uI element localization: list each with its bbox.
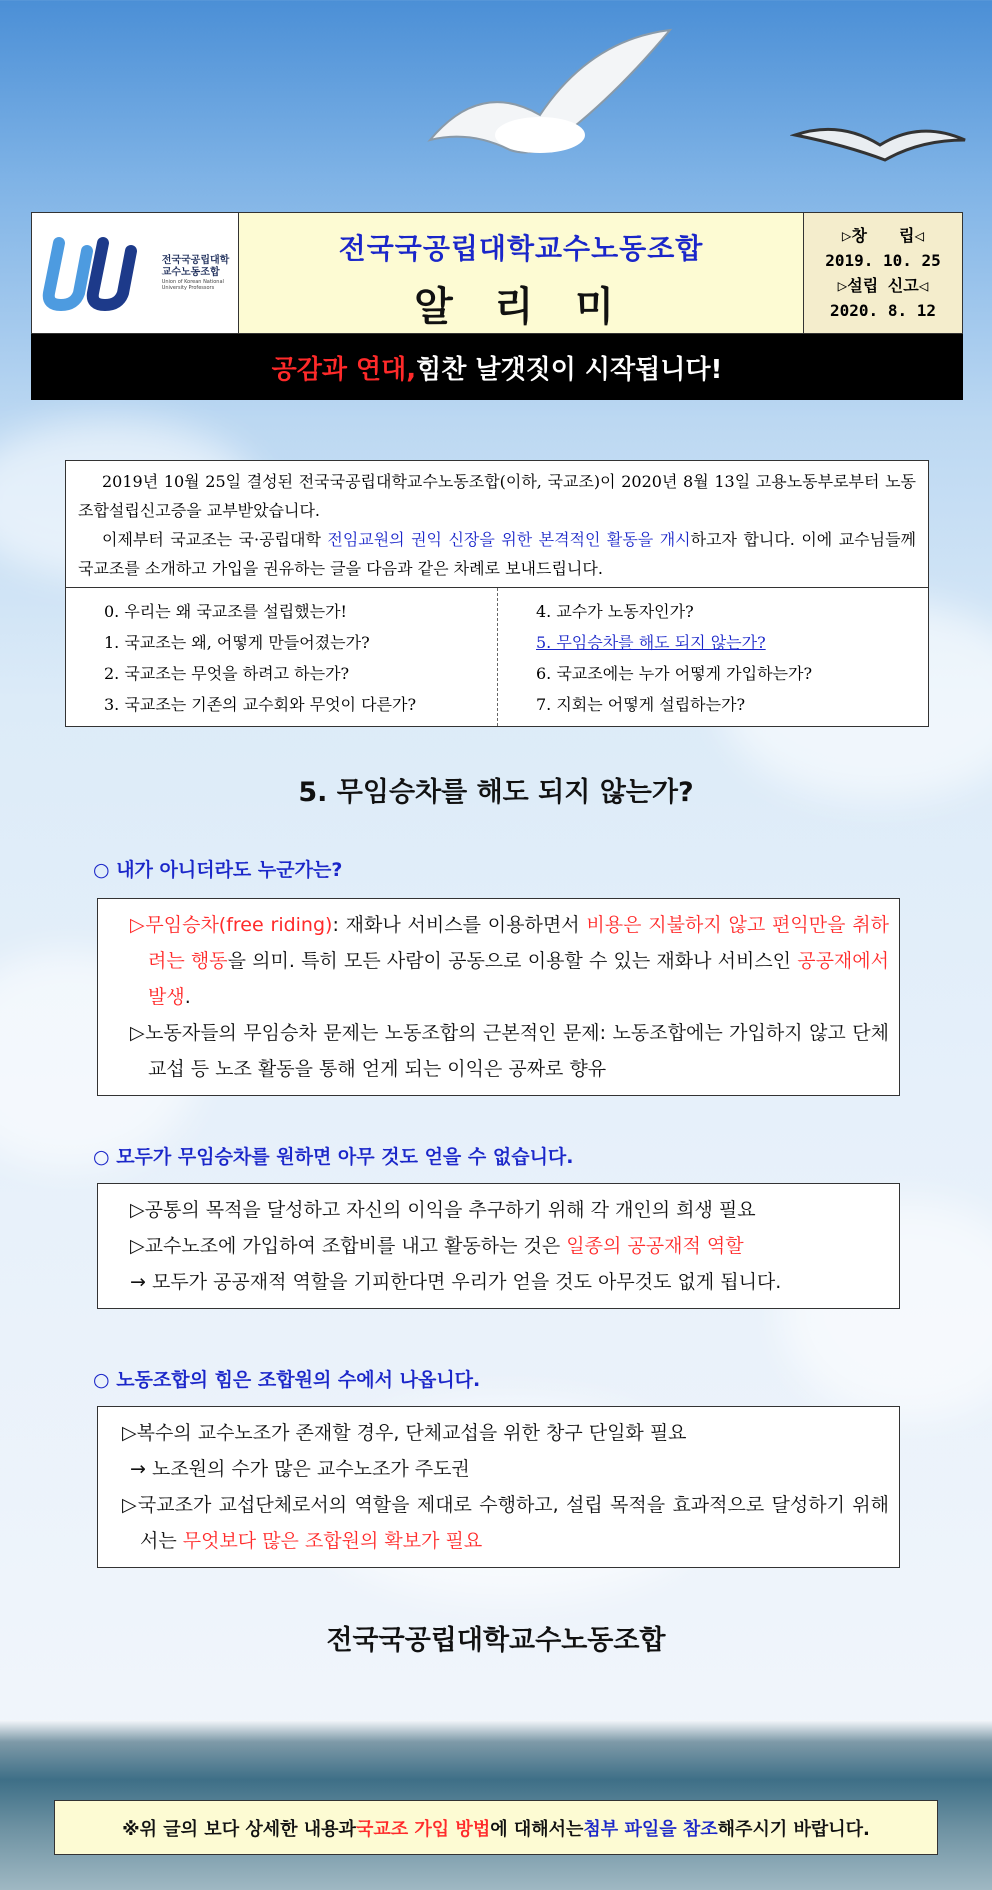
box3-red-highlight: 무엇보다 많은 조합원의 확보가 필요 xyxy=(182,1530,483,1552)
box3-item-3 xyxy=(98,1487,899,1559)
union-logo-icon xyxy=(41,233,156,313)
box2-item-1: ▷공통의 목적을 달성하고 자신의 이익을 추구하기 위해 각 개인의 희생 필요 xyxy=(130,1199,756,1221)
notice-text: 에 대해서는 xyxy=(490,1818,584,1840)
box2-item-2 xyxy=(98,1228,899,1264)
subheading-2: ○ 모두가 무임승차를 원하면 아무 것도 얻을 수 없습니다. xyxy=(93,1146,574,1168)
subheading-3: ○ 노동조합의 힘은 조합원의 수에서 나옵니다. xyxy=(93,1369,481,1391)
footer-union-name: 전국국공립대학교수노동조합 xyxy=(326,1625,666,1656)
box1-red-highlight: 공공재에서 발생 xyxy=(148,950,889,1008)
toc-item[interactable]: 0. 우리는 왜 국교조를 설립했는가! xyxy=(104,602,347,621)
attachment-notice xyxy=(54,1800,938,1855)
notice-text: ※위 글의 보다 상세한 내용과 xyxy=(122,1818,356,1840)
box3-item-1: ▷복수의 교수노조가 존재할 경우, 단체교섭을 위한 창구 단일화 필요 xyxy=(122,1422,687,1444)
box1-text: 을 의미. 특히 모든 사람이 공동으로 이용할 수 있는 재화나 서비스인 xyxy=(227,950,798,972)
slogan-banner xyxy=(31,334,963,400)
toc-left-column xyxy=(66,588,497,726)
toc-item-current-link[interactable]: 5. 무임승차를 해도 되지 않는가? xyxy=(536,633,766,652)
seagull-small-icon xyxy=(790,115,970,175)
intro-paragraph-2 xyxy=(78,525,916,583)
box1-red-highlight: 비용은 지불하지 않고 편익만을 취하려는 행동 xyxy=(148,914,889,972)
notice-red: 국교조 가입 방법 xyxy=(355,1818,491,1840)
toc-item[interactable]: 7. 지회는 어떻게 설립하는가? xyxy=(536,695,746,714)
header-top-row xyxy=(31,212,963,334)
notice-blue: 첨부 파일을 참조 xyxy=(583,1818,718,1840)
content-box-1 xyxy=(97,898,900,1096)
box3-text: ▷국교조가 교섭단체로서의 역할을 제대로 수행하고, 설립 목적을 효과적으로 달성하기 위해서는 xyxy=(122,1494,889,1552)
intro-paragraph-1: 2019년 10월 25일 결성된 전국국공립대학교수노동조합(이하, 국교조)이 2020년 8월 13일 고용노동부로부터 노동조합설립신고증을 교부받았습니다. xyxy=(78,472,916,520)
section-title: 5. 무임승차를 해도 되지 않는가? xyxy=(298,777,694,808)
notice-text: 해주시기 바랍니다. xyxy=(717,1818,870,1840)
date-box xyxy=(804,213,962,333)
box1-item-2: ▷노동자들의 무임승차 문제는 노동조합의 근본적인 문제: 노동조합에는 가입하지 않고 단체교섭 등 노조 활동을 통해 얻게 되는 이익은 공짜로 향유 xyxy=(130,1022,889,1080)
content-box-3 xyxy=(97,1406,900,1568)
logo-sub-line2: University Professors xyxy=(161,285,215,291)
intro-p2-text-b: 하고자 합니다. 이에 교수님들께 국교조를 소개하고 가입을 권유하는 글을 다음과 같은 차례로 보내드립니다. xyxy=(78,530,916,578)
union-name-title: 전국국공립대학교수노동조합 xyxy=(338,232,704,265)
box1-red-term: ▷무임승차(free riding) xyxy=(130,914,333,936)
content-box-2 xyxy=(97,1183,900,1309)
toc-item[interactable]: 2. 국교조는 무엇을 하려고 하는가? xyxy=(104,664,350,683)
registered-label: ▷설립 신고◁ xyxy=(837,276,929,295)
founded-label: ▷창 립◁ xyxy=(841,226,925,245)
logo-text-line2: 교수노동조합 xyxy=(161,267,220,278)
toc-item[interactable]: 1. 국교조는 왜, 어떻게 만들어졌는가? xyxy=(104,633,370,652)
logo-sub-line1: Union of Korean National xyxy=(161,279,224,285)
box3-item-2: → 노조원의 수가 많은 교수노조가 주도권 xyxy=(130,1458,470,1480)
union-logo xyxy=(32,213,239,333)
seagull-large-icon xyxy=(420,20,680,200)
logo-text-line1: 전국국공립대학 xyxy=(161,255,230,266)
newsletter-title: 알 리 미 xyxy=(414,284,628,330)
title-box xyxy=(239,213,804,333)
subheading-1: ○ 내가 아니더라도 누군가는? xyxy=(93,859,343,881)
founded-date: 2019. 10. 25 xyxy=(825,251,941,270)
box1-text: . xyxy=(184,986,191,1008)
slogan-red: 공감과 연대, xyxy=(271,354,417,385)
newsletter-header xyxy=(31,212,963,400)
registered-date: 2020. 8. 12 xyxy=(830,301,936,320)
intro-p2-highlight: 전임교원의 권익 신장을 위한 본격적인 활동을 개시 xyxy=(327,530,691,549)
box1-item-1 xyxy=(98,907,899,1015)
toc-item[interactable]: 4. 교수가 노동자인가? xyxy=(536,602,694,621)
toc-item[interactable]: 6. 국교조에는 누가 어떻게 가입하는가? xyxy=(536,664,813,683)
toc-item[interactable]: 3. 국교조는 기존의 교수회와 무엇이 다른가? xyxy=(104,695,417,714)
box2-item-3: → 모두가 공공재적 역할을 기피한다면 우리가 얻을 것도 아무것도 없게 됩니다. xyxy=(130,1271,782,1293)
slogan-white: 힘찬 날갯짓이 시작됩니다! xyxy=(416,354,723,385)
table-of-contents xyxy=(66,587,928,726)
toc-right-column xyxy=(497,588,928,726)
intro-box xyxy=(65,460,929,727)
intro-p2-text-a: 이제부터 국교조는 국·공립대학 xyxy=(102,530,328,549)
intro-text xyxy=(66,461,928,583)
box2-red-highlight: 일종의 공공재적 역할 xyxy=(566,1235,744,1257)
box2-text: ▷교수노조에 가입하여 조합비를 내고 활동하는 것은 xyxy=(130,1235,567,1257)
box1-text: : 재화나 서비스를 이용하면서 xyxy=(332,914,587,936)
